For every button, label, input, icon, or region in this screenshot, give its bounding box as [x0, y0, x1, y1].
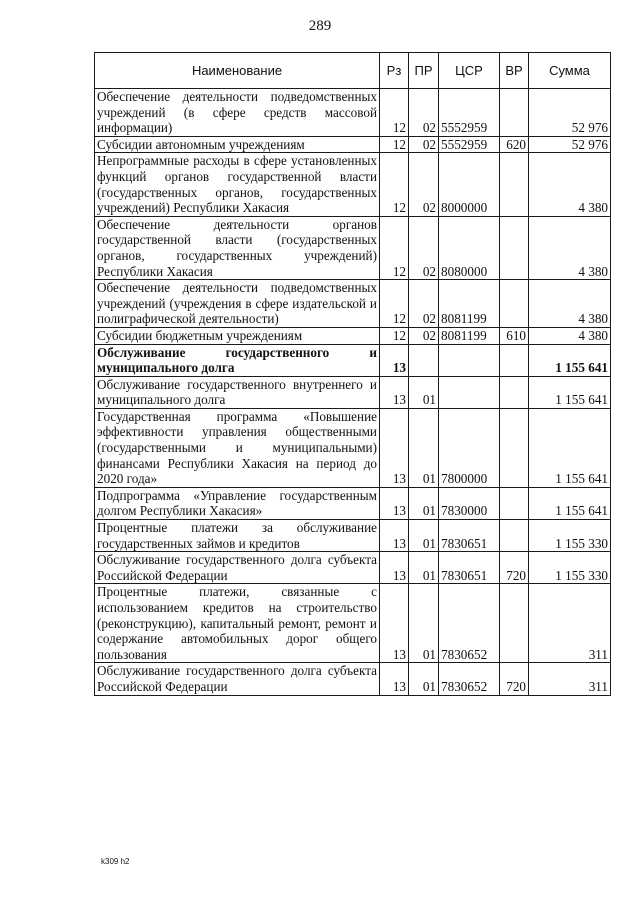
table-row [95, 520, 611, 552]
page-number: 289 [308, 18, 332, 34]
cell-sum: 1 155 330 [529, 520, 611, 552]
cell-name: Обеспечение деятельности органов государственной власти (государственных органов, государственных учреждений) Республики Хакасия [95, 216, 380, 279]
cell-pr: 02 [409, 216, 439, 279]
cell-pr: 02 [409, 136, 439, 153]
cell-csr: 7830652 [439, 663, 500, 695]
cell-vr [500, 216, 529, 279]
cell-vr: 720 [500, 552, 529, 584]
cell-rz: 13 [380, 552, 409, 584]
cell-sum: 1 155 641 [529, 376, 611, 408]
cell-csr: 7830652 [439, 584, 500, 663]
cell-name: Субсидии автономным учреждениям [95, 136, 380, 153]
footer-code: k309 h2 [101, 857, 130, 866]
cell-rz: 12 [380, 89, 409, 137]
cell-csr: 7800000 [439, 408, 500, 487]
cell-vr: 720 [500, 663, 529, 695]
cell-rz: 13 [380, 408, 409, 487]
cell-vr [500, 153, 529, 216]
cell-pr: 01 [409, 663, 439, 695]
cell-csr: 5552959 [439, 136, 500, 153]
cell-sum: 1 155 641 [529, 344, 611, 376]
cell-csr: 5552959 [439, 89, 500, 137]
cell-name: Государственная программа «Повышение эффективности управления общественными (государственными и муниципальными) финансами Республики Хакасия на период до 2020 года» [95, 408, 380, 487]
table-header-row [95, 53, 611, 89]
cell-csr [439, 344, 500, 376]
cell-csr: 7830000 [439, 487, 500, 519]
header-csr: ЦСР [439, 53, 500, 89]
table-row [95, 344, 611, 376]
cell-sum: 1 155 641 [529, 487, 611, 519]
cell-rz: 13 [380, 520, 409, 552]
cell-sum: 4 380 [529, 280, 611, 328]
cell-vr [500, 280, 529, 328]
header-rz: Рз [380, 53, 409, 89]
budget-table [94, 52, 611, 696]
cell-sum: 311 [529, 663, 611, 695]
cell-name: Обслуживание государственного долга субъекта Российской Федерации [95, 552, 380, 584]
header-pr: ПР [409, 53, 439, 89]
cell-csr: 8080000 [439, 216, 500, 279]
cell-rz: 12 [380, 153, 409, 216]
cell-csr: 7830651 [439, 552, 500, 584]
table-row [95, 487, 611, 519]
cell-pr: 01 [409, 408, 439, 487]
cell-csr: 8081199 [439, 327, 500, 344]
cell-sum: 1 155 330 [529, 552, 611, 584]
cell-rz: 12 [380, 327, 409, 344]
table-row [95, 89, 611, 137]
cell-vr [500, 408, 529, 487]
cell-rz: 13 [380, 376, 409, 408]
cell-rz: 13 [380, 584, 409, 663]
cell-name: Обеспечение деятельности подведомственных учреждений (учреждения в сфере издательской и полиграфической деятельности) [95, 280, 380, 328]
table-row [95, 216, 611, 279]
cell-name: Обслуживание государственного внутреннего и муниципального долга [95, 376, 380, 408]
cell-sum: 4 380 [529, 327, 611, 344]
cell-sum: 4 380 [529, 216, 611, 279]
cell-name: Обеспечение деятельности подведомственных учреждений (в сфере средств массовой информации) [95, 89, 380, 137]
cell-rz: 13 [380, 344, 409, 376]
cell-rz: 13 [380, 663, 409, 695]
cell-name: Обслуживание государственного и муниципального долга [95, 344, 380, 376]
cell-pr [409, 344, 439, 376]
cell-rz: 13 [380, 487, 409, 519]
cell-pr: 02 [409, 280, 439, 328]
cell-pr: 01 [409, 520, 439, 552]
cell-sum: 311 [529, 584, 611, 663]
table-body [95, 89, 611, 696]
table-row [95, 408, 611, 487]
cell-rz: 12 [380, 136, 409, 153]
cell-vr [500, 89, 529, 137]
header-name: Наименование [95, 53, 380, 89]
cell-vr [500, 487, 529, 519]
cell-vr: 620 [500, 136, 529, 153]
cell-pr: 01 [409, 552, 439, 584]
cell-name: Процентные платежи за обслуживание государственных займов и кредитов [95, 520, 380, 552]
cell-csr: 7830651 [439, 520, 500, 552]
table-row [95, 552, 611, 584]
cell-name: Непрограммные расходы в сфере установленных функций органов государственной власти (государственных органов, государственных учреждений) Республики Хакасия [95, 153, 380, 216]
cell-vr [500, 520, 529, 552]
table-row [95, 327, 611, 344]
table-row [95, 663, 611, 695]
cell-name: Субсидии бюджетным учреждениям [95, 327, 380, 344]
table-row [95, 376, 611, 408]
cell-rz: 12 [380, 280, 409, 328]
table-row [95, 136, 611, 153]
table-row [95, 584, 611, 663]
cell-sum: 52 976 [529, 89, 611, 137]
table-row [95, 280, 611, 328]
cell-vr [500, 376, 529, 408]
cell-vr [500, 344, 529, 376]
cell-sum: 52 976 [529, 136, 611, 153]
cell-pr: 01 [409, 376, 439, 408]
cell-pr: 02 [409, 153, 439, 216]
cell-csr [439, 376, 500, 408]
cell-csr: 8081199 [439, 280, 500, 328]
cell-vr: 610 [500, 327, 529, 344]
header-vr: ВР [500, 53, 529, 89]
cell-sum: 4 380 [529, 153, 611, 216]
cell-pr: 01 [409, 584, 439, 663]
cell-csr: 8000000 [439, 153, 500, 216]
cell-vr [500, 584, 529, 663]
cell-pr: 01 [409, 487, 439, 519]
cell-rz: 12 [380, 216, 409, 279]
cell-name: Подпрограмма «Управление государственным долгом Республики Хакасия» [95, 487, 380, 519]
cell-pr: 02 [409, 89, 439, 137]
cell-name: Обслуживание государственного долга субъекта Российской Федерации [95, 663, 380, 695]
table-row [95, 153, 611, 216]
header-sum: Сумма [529, 53, 611, 89]
cell-sum: 1 155 641 [529, 408, 611, 487]
cell-pr: 02 [409, 327, 439, 344]
cell-name: Процентные платежи, связанные с использованием кредитов на строительство (реконструкцию), капитальный ремонт, ремонт и содержание автомобильных дорог общего пользования [95, 584, 380, 663]
